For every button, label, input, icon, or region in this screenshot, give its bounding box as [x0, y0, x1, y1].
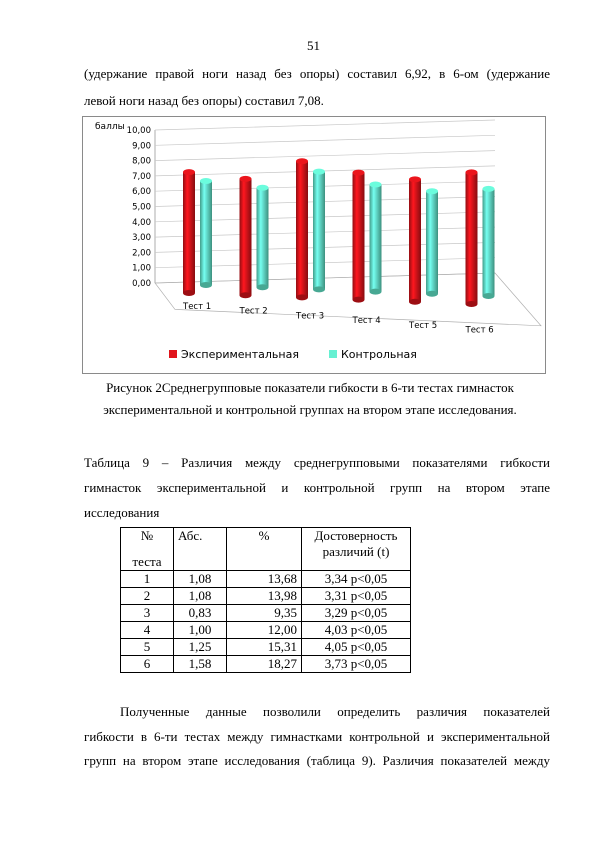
table-row [121, 605, 411, 622]
y-tick-label: 4,00 [132, 217, 151, 228]
bar [466, 172, 478, 304]
header-num-word: теста [132, 554, 162, 569]
header-test-number [121, 528, 174, 571]
y-tick-label: 2,00 [132, 248, 151, 259]
legend-swatch [169, 350, 177, 358]
cell-abs: 1,08 [174, 588, 227, 605]
table-row [121, 656, 411, 673]
bar-top [426, 188, 438, 194]
cell-abs: 1,58 [174, 656, 227, 673]
bar [296, 161, 308, 297]
x-tick-label: Тест 6 [465, 325, 494, 336]
y-axis-title: баллы [95, 122, 125, 132]
bar-top [313, 169, 325, 175]
cell-percent: 18,27 [227, 656, 302, 673]
bar-top [466, 169, 478, 175]
table-row [121, 571, 411, 588]
flexibility-bar-chart [82, 116, 546, 374]
y-tick-label: 1,00 [132, 263, 151, 274]
bar [353, 173, 365, 300]
table-title-line-1: Таблица 9 – Различия между среднегрупповыми показателями гибкости [84, 455, 550, 470]
bar-base [240, 292, 252, 298]
cell-test: 2 [121, 588, 174, 605]
bar-top [200, 178, 212, 184]
cell-percent: 13,98 [227, 588, 302, 605]
gridline [155, 120, 495, 130]
bar [257, 188, 269, 287]
y-tick-label: 10,00 [126, 126, 151, 136]
table-row [121, 622, 411, 639]
bar-top [257, 185, 269, 191]
figure-caption-line-1: Рисунок 2Среднегрупповые показатели гибкости в 6-ти тестах гимнасток [106, 380, 514, 395]
bar-base [483, 293, 495, 299]
bar [183, 172, 195, 293]
outro-line-1: Полученные данные позволили определить различия показателей [120, 704, 550, 719]
cell-test: 1 [121, 571, 174, 588]
cell-significance: 3,34 p<0,05 [302, 571, 411, 588]
cell-percent: 13,68 [227, 571, 302, 588]
differences-table [120, 527, 411, 673]
header-abs: Абс. [174, 528, 227, 571]
header-significance-line-1: Достоверность [314, 528, 398, 543]
header-num-symbol: № [140, 528, 154, 543]
bar-top [483, 186, 495, 192]
bar [426, 191, 438, 294]
bar-base [426, 291, 438, 297]
x-tick-label: Тест 5 [409, 320, 438, 331]
cell-significance: 3,31 p<0,05 [302, 588, 411, 605]
bar-base [370, 289, 382, 295]
table-row [121, 639, 411, 656]
bar [409, 179, 421, 301]
y-tick-label: 3,00 [132, 233, 151, 244]
cell-test: 6 [121, 656, 174, 673]
y-tick-label: 7,00 [132, 171, 151, 182]
bar-base [296, 294, 308, 300]
bar-base [353, 297, 365, 303]
legend-label: Контрольная [341, 348, 417, 361]
bar [483, 189, 495, 296]
bar-base [257, 284, 269, 290]
chart-svg [83, 117, 547, 375]
bar-base [183, 290, 195, 296]
bar-base [466, 301, 478, 307]
cell-abs: 1,08 [174, 571, 227, 588]
cell-percent: 12,00 [227, 622, 302, 639]
header-percent: % [227, 528, 302, 571]
x-tick-label: Тест 2 [239, 306, 268, 317]
intro-line-1: (удержание правой ноги назад без опоры) составил 6,92, в 6-ом (удержание [84, 66, 550, 81]
cell-significance: 3,73 p<0,05 [302, 656, 411, 673]
bar-top [370, 182, 382, 188]
y-tick-label: 8,00 [132, 156, 151, 167]
cell-test: 5 [121, 639, 174, 656]
bar-base [313, 286, 325, 292]
bar-top [183, 169, 195, 175]
bar [370, 185, 382, 292]
y-tick-label: 9,00 [132, 141, 151, 152]
page-number: 51 [307, 38, 320, 53]
cell-percent: 9,35 [227, 605, 302, 622]
intro-line-2: левой ноги назад без опоры) составил 7,08. [84, 93, 324, 108]
x-tick-label: Тест 1 [183, 302, 212, 312]
cell-significance: 3,29 p<0,05 [302, 605, 411, 622]
cell-significance: 4,03 p<0,05 [302, 622, 411, 639]
cell-abs: 1,00 [174, 622, 227, 639]
x-tick-label: Тест 3 [296, 311, 325, 322]
figure-caption-line-2: экспериментальной и контрольной группах на втором этапе исследования. [103, 402, 517, 417]
bar-top [240, 176, 252, 182]
table-header-row [121, 528, 411, 571]
table-title-line-2: гимнасток экспериментальной и контрольной групп на втором этапе [84, 480, 550, 495]
bar [240, 179, 252, 295]
bar-top [296, 158, 308, 164]
y-tick-label: 6,00 [132, 187, 151, 198]
bar [313, 172, 325, 290]
bar-base [409, 299, 421, 305]
outro-line-3: групп на втором этапе исследования (таблица 9). Различия показателей между [84, 753, 550, 768]
cell-test: 3 [121, 605, 174, 622]
legend-swatch [329, 350, 337, 358]
cell-test: 4 [121, 622, 174, 639]
bar-top [353, 170, 365, 176]
x-tick-label: Тест 4 [352, 316, 381, 327]
header-significance-line-2: различий (t) [322, 544, 390, 559]
y-tick-label: 0,00 [132, 279, 151, 289]
bar [200, 181, 212, 285]
cell-significance: 4,05 p<0,05 [302, 639, 411, 656]
table-title-line-3: исследования [84, 505, 160, 520]
bar-base [200, 282, 212, 288]
bar-top [409, 176, 421, 182]
outro-line-2: гибкости в 6-ти тестах между гимнастками контрольной и экспериментальной [84, 729, 550, 744]
cell-percent: 15,31 [227, 639, 302, 656]
cell-abs: 0,83 [174, 605, 227, 622]
header-significance [302, 528, 411, 571]
cell-abs: 1,25 [174, 639, 227, 656]
gridline [155, 151, 495, 161]
y-tick-label: 5,00 [132, 202, 151, 213]
legend-label: Экспериментальная [181, 348, 299, 361]
gridline [155, 135, 495, 145]
table-row [121, 588, 411, 605]
